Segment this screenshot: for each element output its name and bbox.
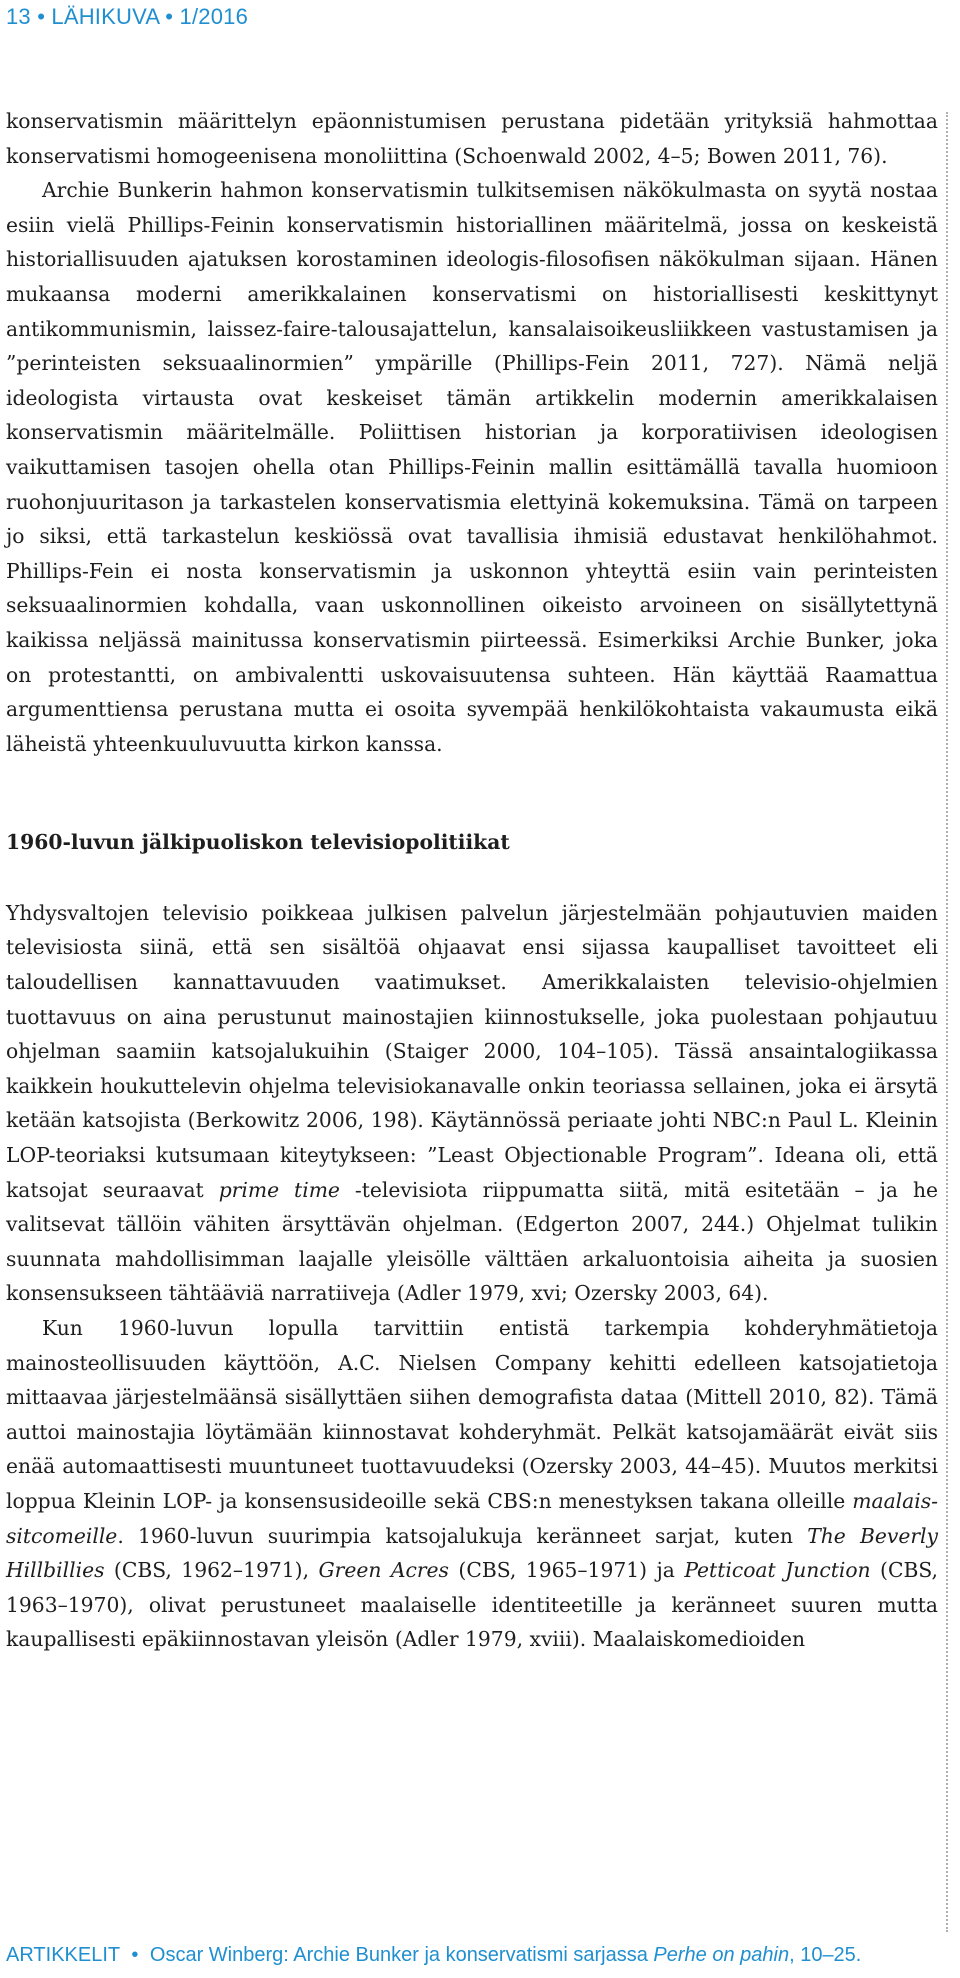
text-run: . 1960-luvun suurimpia katsojalukuja keränneet sarjat, kuten [117, 1523, 808, 1548]
footer-citation: Oscar Winberg: Archie Bunker ja konservatismi sarjassa [149, 1944, 654, 1966]
paragraph: Archie Bunkerin hahmon konservatismin tulkitsemisen näkökulmasta on syytä nostaa esiin vielä Phillips-Feinin konservatismin historiallinen määritelmä, jossa on keskeistä historiallisuuden ajatuksen korostaminen ideologis-filosofisen näkökulman sijaan. Hänen mukaansa moderni amerikkalainen konservatismi on historiallisesti keskittynyt antikommunismin, laissez-faire-talousajattelun, kansalaisoikeusliikkeen vastustamisen ja ”perinteisten seksuaalinormien” ympärille (Phillips-Fein 2011, 727). Nämä neljä ideologista virtausta ovat keskeiset tämän artikkelin modernin amerikkalaisen konservatismin määritelmälle. Poliittisen historian ja korporatiivisen ideologisen vaikuttamisen tasojen ohella otan Phillips-Feinin mallin esittämällä tavalla huomioon ruohonjuuritason ja tarkastelen konservatismia elettyinä kokemuksina. Tämä on tarpeen jo siksi, että tarkastelun keskiössä ovat tavallisia ihmisiä edustavat henkilöhahmot. Phillips-Fein ei nosta konservatismin ja uskonnon yhteyttä esiin vain perinteisten seksuaalinormien kohdalla, vaan uskonnollinen oikeisto arvoineen on sisällytettynä kaikissa neljässä mainitussa konservatismin piirteessä. Esimerkiksi Archie Bunker, joka on protestantti, on ambivalentti uskovaisuutensa suhteen. Hän käyttää Raamattua argumenttiensa perustana mutta ei osoita syvempää henkilökohtaista vakaumusta eikä läheistä yhteenkuuluvuutta kirkon kanssa. [6, 178, 938, 756]
header-separator: • [37, 4, 46, 29]
issue-number: 1/2016 [179, 4, 249, 29]
paragraph [6, 896, 938, 1311]
footer-citation-pages: , 10–25. [789, 1944, 862, 1966]
text-run: (CBS, 1965–1971) ja [448, 1558, 685, 1583]
magazine-name: LÄHIKUVA [51, 4, 159, 29]
paragraph: konservatismin määrittelyn epäonnistumisen perustana pidetään yrityksiä hahmottaa konservatismi homogeenisena monoliittina (Schoenwald 2002, 4–5; Bowen 2011, 76). [6, 109, 938, 168]
running-header [6, 4, 248, 30]
italic-term: maalais-sitcomeille [6, 1488, 938, 1548]
page-number: 13 [6, 4, 31, 29]
paragraph [6, 1311, 938, 1657]
section-heading: 1960-luvun jälkipuoliskon televisiopolitiikat [6, 830, 510, 855]
text-run: -televisiota riippumatta siitä, mitä esitetään – ja he valitsevat tällöin vähiten ärsyttävän ohjelman. (Edgerton 2007, 244.) Ohjelmat tulikin suunnata mahdollisimman laajalle yleisölle välttäen arkaluontoisia aiheita ja suosien konsensukseen tähtääviä narratiiveja (Adler 1979, xvi; Ozersky 2003, 64). [6, 1177, 939, 1306]
series-title: The Beverly Hillbillies [6, 1523, 938, 1583]
running-footer [6, 1944, 861, 1967]
margin-dotted-rule [946, 112, 948, 1932]
footer-separator: • [131, 1944, 139, 1966]
footer-citation-title: Perhe on pahin [653, 1944, 790, 1966]
text-run: (CBS, 1963–1970), olivat perustuneet maalaiselle identiteetille ja keränneet suuren mutta kaupallisesti epäkiinnostavan yleisön (Adler 1979, xviii). Maalaiskomedioiden [6, 1558, 938, 1652]
series-title: Petticoat Junction [684, 1558, 871, 1583]
text-run: Yhdysvaltojen televisio poikkeaa julkisen palvelun järjestelmään pohjautuvien maiden televisiosta siinä, että sen sisältöä ohjaavat ensi sijassa kaupalliset tavoitteet eli taloudellisen kannattavuuden vaatimukset. Amerikkalaisten televisio-ohjelmien tuottavuus on aina perustunut mainostajien kiinnostukselle, joka puolestaan pohjautuu ohjelman saamiin katsojalukuihin (Staiger 2000, 104–105). Tässä ansaintalogiikassa kaikkein houkuttelevin ohjelma televisiokanavalle onkin teoriassa sellainen, joka ei ärsytä ketään katsojista (Berkowitz 2006, 198). Käytännössä periaate johti NBC:n Paul L. Kleinin LOP-teoriaksi kutsumaan kiteytykseen: ”Least Objectionable Program”. Ideana oli, että katsojat seuraavat [6, 900, 938, 1202]
italic-term: prime time [218, 1177, 340, 1202]
header-separator-2: • [165, 4, 174, 29]
series-title: Green Acres [318, 1558, 449, 1583]
article-body [6, 104, 938, 1657]
footer-section: ARTIKKELIT [6, 1944, 120, 1966]
text-run: (CBS, 1962–1971), [104, 1558, 319, 1583]
text-run: Kun 1960-luvun lopulla tarvittiin entistä tarkempia kohderyhmätietoja mainosteollisuuden käyttöön, A.C. Nielsen Company kehitti edelleen katsojatietoja mittaavaa järjestelmäänsä sisällyttäen siihen demografista dataa (Mittell 2010, 82). Tämä auttoi mainostajia löytämään kiinnostavat kohderyhmät. Pelkät katsojamäärät eivät siis enää automaattisesti muuntuneet tuottavuudeksi (Ozersky 2003, 44–45). Muutos merkitsi loppua Kleinin LOP- ja konsensusideoille sekä CBS:n menestyksen takana olleille [6, 1316, 938, 1513]
